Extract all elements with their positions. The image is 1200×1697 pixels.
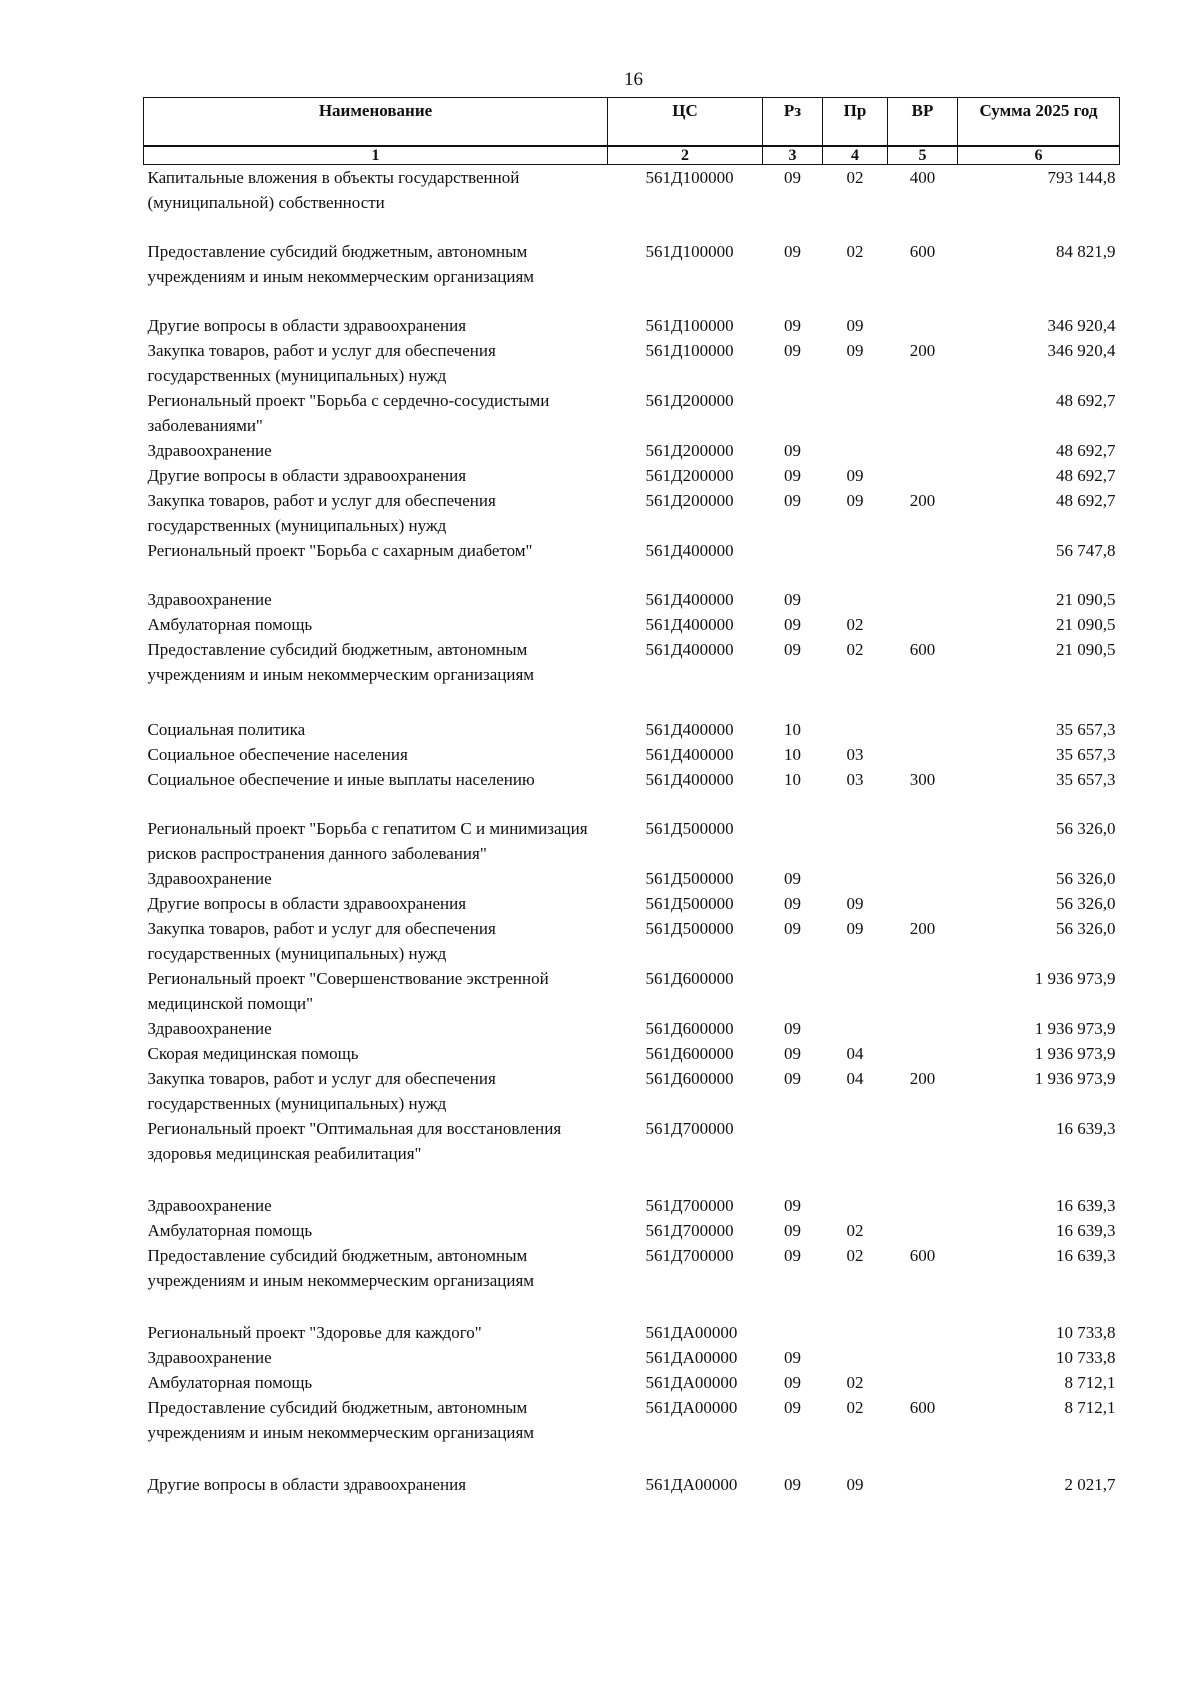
cell-cs: 561Д400000 bbox=[645, 720, 734, 739]
cell-sum: 10 733,8 bbox=[1056, 1323, 1116, 1342]
table-row bbox=[144, 1345, 1120, 1370]
cell-name: Региональный проект "Оптимальная для восстановления здоровья медицинская реабилитация" bbox=[147, 1119, 562, 1163]
cell-cs: 561Д500000 bbox=[645, 894, 734, 913]
cell-cs: 561ДА00000 bbox=[645, 1398, 738, 1417]
cell-sum: 1 936 973,9 bbox=[1034, 1069, 1116, 1088]
cell-name: Региональный проект "Борьба с сахарным диабетом" bbox=[147, 541, 533, 560]
cell-rz: 09 bbox=[784, 168, 801, 187]
cell-cs: 561Д200000 bbox=[645, 491, 734, 510]
cell-rz: 09 bbox=[784, 1221, 801, 1240]
cell-pr bbox=[823, 717, 888, 742]
cell-cs: 561Д700000 bbox=[645, 1221, 734, 1240]
cell-cs: 561Д100000 bbox=[645, 341, 734, 360]
cell-cs: 561Д200000 bbox=[645, 466, 734, 485]
cell-cs: 561Д100000 bbox=[645, 316, 734, 335]
table-body bbox=[144, 165, 1120, 1498]
cell-vr bbox=[888, 1016, 958, 1041]
cell-sum: 35 657,3 bbox=[1056, 720, 1116, 739]
cell-name: Здравоохранение bbox=[147, 441, 272, 460]
cell-vr: 600 bbox=[909, 640, 936, 659]
cell-rz: 09 bbox=[784, 1348, 801, 1367]
cell-name: Закупка товаров, работ и услуг для обеспечения государственных (муниципальных) нужд bbox=[147, 341, 496, 385]
column-number: 3 bbox=[763, 146, 823, 165]
cell-vr bbox=[888, 816, 958, 866]
cell-name: Закупка товаров, работ и услуг для обеспечения государственных (муниципальных) нужд bbox=[147, 919, 496, 963]
cell-pr: 02 bbox=[846, 640, 864, 659]
page-number: 16 bbox=[624, 69, 643, 90]
cell-cs: 561Д400000 bbox=[645, 745, 734, 764]
table-row bbox=[144, 767, 1120, 816]
cell-sum: 56 747,8 bbox=[1056, 541, 1116, 560]
table-row bbox=[144, 587, 1120, 612]
cell-pr: 02 bbox=[846, 1373, 864, 1392]
cell-name: Амбулаторная помощь bbox=[147, 1221, 313, 1240]
cell-vr: 200 bbox=[909, 341, 936, 360]
cell-vr bbox=[888, 1472, 958, 1497]
cell-pr: 09 bbox=[846, 919, 864, 938]
cell-sum: 56 326,0 bbox=[1056, 894, 1116, 913]
cell-name: Предоставление субсидий бюджетным, автономным учреждениям и иным некоммерческим организациям bbox=[147, 242, 535, 286]
cell-rz: 09 bbox=[784, 1475, 801, 1494]
header-cs: ЦС bbox=[608, 98, 763, 147]
cell-rz: 09 bbox=[784, 341, 801, 360]
cell-name: Предоставление субсидий бюджетным, автономным учреждениям и иным некоммерческим организациям bbox=[147, 640, 535, 684]
table-row bbox=[144, 165, 1120, 240]
cell-rz: 09 bbox=[784, 919, 801, 938]
cell-cs: 561Д500000 bbox=[645, 919, 734, 938]
cell-pr bbox=[823, 538, 888, 587]
cell-pr: 02 bbox=[846, 168, 864, 187]
header-pr: Пр bbox=[823, 98, 888, 147]
cell-cs: 561Д400000 bbox=[645, 770, 734, 789]
cell-pr: 09 bbox=[846, 1475, 864, 1494]
cell-name: Закупка товаров, работ и услуг для обеспечения государственных (муниципальных) нужд bbox=[147, 491, 496, 535]
cell-sum: 793 144,8 bbox=[1047, 168, 1116, 187]
cell-cs: 561Д100000 bbox=[645, 242, 734, 261]
column-number: 1 bbox=[144, 146, 608, 165]
header-name: Наименование bbox=[144, 98, 608, 147]
column-number: 5 bbox=[888, 146, 958, 165]
cell-sum: 48 692,7 bbox=[1056, 441, 1116, 460]
table-row bbox=[144, 1472, 1120, 1497]
cell-name: Здравоохранение bbox=[147, 590, 272, 609]
cell-sum: 8 712,1 bbox=[1064, 1373, 1116, 1392]
cell-sum: 56 326,0 bbox=[1056, 819, 1116, 838]
table-row bbox=[144, 742, 1120, 767]
cell-rz: 09 bbox=[784, 894, 801, 913]
cell-vr: 600 bbox=[909, 242, 936, 261]
cell-rz: 10 bbox=[784, 745, 801, 764]
table-row bbox=[144, 438, 1120, 463]
cell-rz bbox=[763, 816, 823, 866]
cell-pr: 02 bbox=[846, 615, 864, 634]
cell-sum: 21 090,5 bbox=[1056, 640, 1116, 659]
cell-rz bbox=[763, 538, 823, 587]
cell-pr bbox=[823, 1345, 888, 1370]
table-row bbox=[144, 1395, 1120, 1472]
cell-cs: 561Д200000 bbox=[645, 441, 734, 460]
cell-vr bbox=[888, 1345, 958, 1370]
header-rz: Рз bbox=[763, 98, 823, 147]
cell-name: Социальное обеспечение населения bbox=[147, 745, 408, 764]
table-row bbox=[144, 916, 1120, 966]
cell-cs: 561Д700000 bbox=[645, 1196, 734, 1215]
cell-sum: 1 936 973,9 bbox=[1034, 1019, 1116, 1038]
cell-pr: 02 bbox=[846, 1246, 864, 1265]
table-row bbox=[144, 1041, 1120, 1066]
cell-name: Предоставление субсидий бюджетным, автономным учреждениям и иным некоммерческим организациям bbox=[147, 1398, 535, 1442]
header-vr: ВР bbox=[888, 98, 958, 147]
cell-pr bbox=[823, 388, 888, 438]
cell-rz bbox=[763, 1116, 823, 1193]
column-number-row bbox=[144, 146, 1120, 165]
cell-pr: 04 bbox=[846, 1069, 864, 1088]
cell-rz: 10 bbox=[784, 770, 801, 789]
cell-sum: 48 692,7 bbox=[1056, 466, 1116, 485]
cell-vr bbox=[888, 538, 958, 587]
column-number: 4 bbox=[823, 146, 888, 165]
cell-pr bbox=[823, 587, 888, 612]
cell-rz: 09 bbox=[784, 590, 801, 609]
cell-name: Предоставление субсидий бюджетным, автономным учреждениям и иным некоммерческим организациям bbox=[147, 1246, 535, 1290]
cell-vr: 300 bbox=[909, 770, 936, 789]
cell-vr bbox=[888, 1193, 958, 1218]
cell-sum: 10 733,8 bbox=[1056, 1348, 1116, 1367]
cell-sum: 56 326,0 bbox=[1056, 869, 1116, 888]
table-row bbox=[144, 966, 1120, 1016]
cell-sum: 21 090,5 bbox=[1056, 615, 1116, 634]
cell-rz: 09 bbox=[784, 1044, 801, 1063]
cell-vr bbox=[888, 463, 958, 488]
cell-sum: 8 712,1 bbox=[1064, 1398, 1116, 1417]
cell-pr bbox=[823, 438, 888, 463]
cell-cs: 561ДА00000 bbox=[645, 1475, 738, 1494]
cell-sum: 21 090,5 bbox=[1056, 590, 1116, 609]
cell-vr bbox=[888, 313, 958, 338]
table-row bbox=[144, 612, 1120, 637]
table-row bbox=[144, 488, 1120, 538]
cell-vr bbox=[888, 717, 958, 742]
cell-sum: 84 821,9 bbox=[1056, 242, 1116, 261]
cell-rz: 09 bbox=[784, 491, 801, 510]
column-number: 6 bbox=[958, 146, 1120, 165]
cell-vr: 200 bbox=[909, 491, 936, 510]
cell-vr bbox=[888, 966, 958, 1016]
cell-sum: 16 639,3 bbox=[1056, 1221, 1116, 1240]
table-row bbox=[144, 463, 1120, 488]
cell-sum: 48 692,7 bbox=[1056, 491, 1116, 510]
cell-pr bbox=[823, 866, 888, 891]
cell-name: Социальное обеспечение и иные выплаты населению bbox=[147, 770, 535, 789]
table-row bbox=[144, 891, 1120, 916]
cell-vr bbox=[888, 1218, 958, 1243]
cell-sum: 2 021,7 bbox=[1064, 1475, 1116, 1494]
cell-cs: 561ДА00000 bbox=[645, 1323, 738, 1342]
cell-vr bbox=[888, 1370, 958, 1395]
cell-vr bbox=[888, 388, 958, 438]
cell-vr bbox=[888, 612, 958, 637]
cell-name: Другие вопросы в области здравоохранения bbox=[147, 1475, 467, 1494]
cell-name: Другие вопросы в области здравоохранения bbox=[147, 316, 467, 335]
cell-pr: 09 bbox=[846, 894, 864, 913]
cell-cs: 561Д600000 bbox=[645, 1069, 734, 1088]
table-row bbox=[144, 1218, 1120, 1243]
cell-pr: 09 bbox=[846, 466, 864, 485]
cell-name: Скорая медицинская помощь bbox=[147, 1044, 359, 1063]
cell-vr: 400 bbox=[909, 168, 936, 187]
cell-sum: 16 639,3 bbox=[1056, 1119, 1116, 1138]
cell-name: Здравоохранение bbox=[147, 1196, 272, 1215]
table-row bbox=[144, 313, 1120, 338]
table-row bbox=[144, 816, 1120, 866]
cell-pr: 03 bbox=[846, 770, 864, 789]
cell-rz: 09 bbox=[784, 1069, 801, 1088]
column-number: 2 bbox=[608, 146, 763, 165]
cell-vr bbox=[888, 1041, 958, 1066]
cell-sum: 16 639,3 bbox=[1056, 1196, 1116, 1215]
table-row bbox=[144, 1066, 1120, 1116]
cell-vr bbox=[888, 742, 958, 767]
cell-name: Региональный проект "Борьба с гепатитом С и минимизация рисков распространения данного заболевания" bbox=[147, 819, 588, 863]
table-row bbox=[144, 1320, 1120, 1345]
cell-vr bbox=[888, 891, 958, 916]
cell-pr: 03 bbox=[846, 745, 864, 764]
cell-rz: 09 bbox=[784, 1398, 801, 1417]
cell-vr bbox=[888, 587, 958, 612]
cell-sum: 1 936 973,9 bbox=[1034, 969, 1116, 988]
cell-name: Амбулаторная помощь bbox=[147, 615, 313, 634]
cell-name: Здравоохранение bbox=[147, 1019, 272, 1038]
cell-cs: 561Д500000 bbox=[645, 869, 734, 888]
cell-sum: 48 692,7 bbox=[1056, 391, 1116, 410]
cell-cs: 561Д600000 bbox=[645, 1019, 734, 1038]
cell-pr bbox=[823, 966, 888, 1016]
cell-rz bbox=[763, 966, 823, 1016]
cell-cs: 561Д400000 bbox=[645, 615, 734, 634]
cell-vr bbox=[888, 1320, 958, 1345]
cell-vr: 600 bbox=[909, 1398, 936, 1417]
cell-vr: 200 bbox=[909, 919, 936, 938]
cell-rz: 09 bbox=[784, 1373, 801, 1392]
cell-pr bbox=[823, 816, 888, 866]
cell-rz: 09 bbox=[784, 466, 801, 485]
cell-sum: 56 326,0 bbox=[1056, 919, 1116, 938]
cell-pr bbox=[823, 1320, 888, 1345]
cell-sum: 1 936 973,9 bbox=[1034, 1044, 1116, 1063]
cell-vr bbox=[888, 1116, 958, 1193]
cell-sum: 346 920,4 bbox=[1047, 341, 1116, 360]
cell-cs: 561Д700000 bbox=[645, 1119, 734, 1138]
cell-name: Социальная политика bbox=[147, 720, 306, 739]
cell-cs: 561Д700000 bbox=[645, 1246, 734, 1265]
cell-sum: 35 657,3 bbox=[1056, 770, 1116, 789]
cell-cs: 561Д600000 bbox=[645, 969, 734, 988]
cell-cs: 561Д400000 bbox=[645, 541, 734, 560]
cell-cs: 561Д400000 bbox=[645, 590, 734, 609]
cell-cs: 561Д200000 bbox=[645, 391, 734, 410]
cell-rz bbox=[763, 388, 823, 438]
cell-pr bbox=[823, 1116, 888, 1193]
cell-pr bbox=[823, 1016, 888, 1041]
cell-vr bbox=[888, 866, 958, 891]
budget-table bbox=[143, 97, 1120, 1497]
cell-rz: 09 bbox=[784, 869, 801, 888]
cell-rz: 09 bbox=[784, 242, 801, 261]
table-row bbox=[144, 239, 1120, 313]
table-row bbox=[144, 637, 1120, 717]
cell-cs: 561ДА00000 bbox=[645, 1348, 738, 1367]
cell-pr: 04 bbox=[846, 1044, 864, 1063]
cell-vr: 600 bbox=[909, 1246, 936, 1265]
cell-sum: 346 920,4 bbox=[1047, 316, 1116, 335]
cell-rz: 09 bbox=[784, 316, 801, 335]
cell-cs: 561Д500000 bbox=[645, 819, 734, 838]
cell-pr: 09 bbox=[846, 341, 864, 360]
header-sum: Сумма 2025 год bbox=[958, 98, 1120, 147]
table-row bbox=[144, 388, 1120, 438]
cell-name: Здравоохранение bbox=[147, 1348, 272, 1367]
cell-cs: 561Д100000 bbox=[645, 168, 734, 187]
cell-pr: 02 bbox=[846, 242, 864, 261]
cell-name: Другие вопросы в области здравоохранения bbox=[147, 894, 467, 913]
cell-rz: 09 bbox=[784, 441, 801, 460]
cell-rz: 09 bbox=[784, 1196, 801, 1215]
cell-name: Региональный проект "Совершенствование экстренной медицинской помощи" bbox=[147, 969, 549, 1013]
cell-cs: 561Д600000 bbox=[645, 1044, 734, 1063]
cell-pr bbox=[823, 1193, 888, 1218]
cell-name: Капитальные вложения в объекты государственной (муниципальной) собственности bbox=[147, 168, 520, 212]
cell-name: Другие вопросы в области здравоохранения bbox=[147, 466, 467, 485]
table-row bbox=[144, 1193, 1120, 1218]
cell-vr bbox=[888, 438, 958, 463]
table-row bbox=[144, 1243, 1120, 1320]
cell-rz: 09 bbox=[784, 1246, 801, 1265]
cell-name: Закупка товаров, работ и услуг для обеспечения государственных (муниципальных) нужд bbox=[147, 1069, 496, 1113]
cell-name: Региональный проект "Борьба с сердечно-сосудистыми заболеваниями" bbox=[147, 391, 550, 435]
cell-pr: 02 bbox=[846, 1398, 864, 1417]
cell-pr: 02 bbox=[846, 1221, 864, 1240]
cell-pr: 09 bbox=[846, 491, 864, 510]
header-row bbox=[144, 98, 1120, 147]
table-row bbox=[144, 338, 1120, 388]
cell-cs: 561ДА00000 bbox=[645, 1373, 738, 1392]
cell-rz: 09 bbox=[784, 640, 801, 659]
table-row bbox=[144, 538, 1120, 587]
cell-rz bbox=[763, 1320, 823, 1345]
table-row bbox=[144, 1370, 1120, 1395]
table-row bbox=[144, 717, 1120, 742]
table-row bbox=[144, 1116, 1120, 1193]
table-row bbox=[144, 866, 1120, 891]
cell-sum: 35 657,3 bbox=[1056, 745, 1116, 764]
cell-name: Здравоохранение bbox=[147, 869, 272, 888]
cell-name: Региональный проект "Здоровье для каждого" bbox=[147, 1323, 482, 1342]
cell-name: Амбулаторная помощь bbox=[147, 1373, 313, 1392]
cell-pr: 09 bbox=[846, 316, 864, 335]
cell-cs: 561Д400000 bbox=[645, 640, 734, 659]
cell-rz: 09 bbox=[784, 615, 801, 634]
cell-sum: 16 639,3 bbox=[1056, 1246, 1116, 1265]
cell-vr: 200 bbox=[909, 1069, 936, 1088]
cell-rz: 10 bbox=[784, 720, 801, 739]
cell-rz: 09 bbox=[784, 1019, 801, 1038]
table-row bbox=[144, 1016, 1120, 1041]
